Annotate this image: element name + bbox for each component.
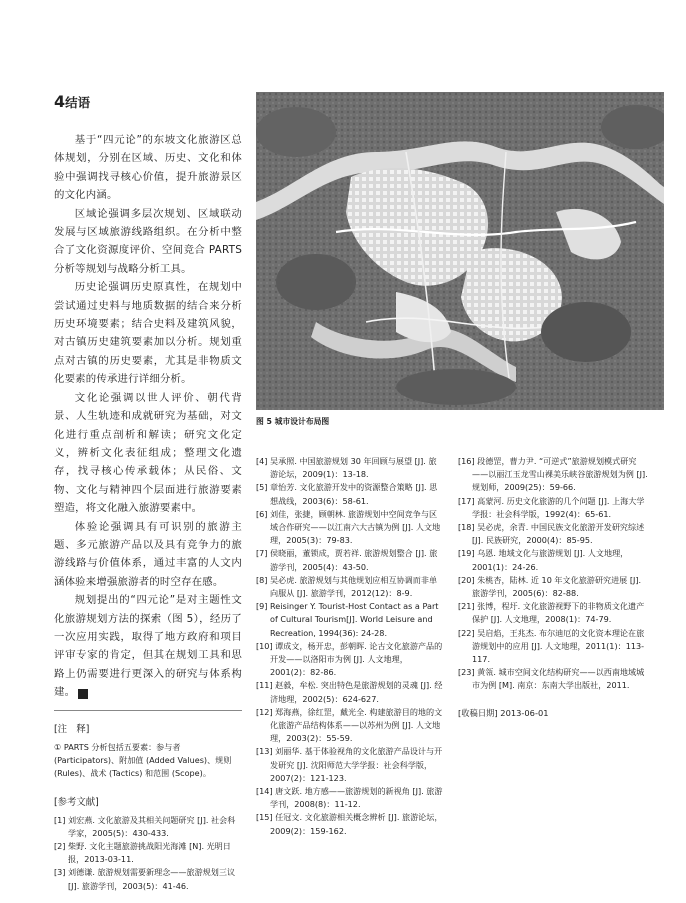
- site-plan-image: [256, 92, 664, 410]
- paragraph-1: 基于“四元论”的东坡文化旅游区总体规划，分别在区域、历史、文化和体验中强调找寻核心价值，提升旅游景区的文化内涵。: [54, 134, 242, 202]
- reference-item: [16] 段德罡，曹力尹. “可逆式”旅游规划模式研究——以丽江玉龙雪山裸美乐峡谷旅游规划为例 [J]. 规划师，2009(25)：59-66.: [458, 456, 648, 493]
- section-title: [54, 92, 242, 111]
- divider: [54, 710, 242, 711]
- received-date: [收稿日期] 2013-06-01: [458, 707, 549, 718]
- paragraph-6-text: 规划提出的“四元论”是对主题性文化旅游规划方法的探索（图 5），经历了一次应用实践，取得了地方政府和项目评审专家的肯定，但其在规划工具和思路上仍需要进行更深入的研究与体系构建。: [54, 594, 242, 699]
- paragraph-5: 体验论强调具有可识别的旅游主题、多元旅游产品以及具有竞争力的旅游线路与价值体系，通过丰富的人文内涵体验来增强旅游者的时空存在感。: [54, 520, 242, 588]
- note-item: ① PARTS 分析包括五要素：参与者 (Participators)、附加值 (Added Values)、规则 (Rules)、战术 (Tactics) 和范围 (Scope)。: [54, 741, 232, 778]
- reference-item: [20] 朱桃杏，陆林. 近 10 年文化旅游研究进展 [J]. 旅游学刊，2005(6)：82-88.: [458, 574, 642, 599]
- reference-item: [15] 任冠文. 文化旅游相关概念辨析 [J]. 旅游论坛，2009(2)：159-162.: [256, 812, 443, 836]
- reference-item: [8] 吴必虎. 旅游规划与其他规划应相互协调而非单向服从 [J]. 旅游学刊，2012(12)：8-9.: [256, 574, 438, 599]
- reference-item: [23] 黄瓴. 城市空间文化结构研究——以西南地域城市为例 [M]. 南京：东南大学出版社，2011.: [458, 667, 645, 691]
- reference-item: [6] 刘佳，张捷，顾朝林. 旅游规划中空间竞争与区域合作研究——以江南六大古镇为例 [J]. 人文地理，2005(3)：79-83.: [256, 508, 441, 546]
- references-heading: [参考文献]: [54, 796, 99, 808]
- reference-item: [18] 吴必虎，余青. 中国民族文化旅游开发研究综述 [J]. 民族研究，2000(4)：85-95.: [458, 522, 645, 546]
- section-number: 4: [54, 92, 66, 111]
- reference-item: [3] 刘德谦. 旅游规划需要新理念——旅游规划三议 [J]. 旅游学刊，2003(5)：41-46.: [54, 867, 236, 891]
- reference-item: [19] 乌恩. 地域文化与旅游规划 [J]. 人文地理，2001(1)：24-26.: [458, 548, 629, 572]
- figure-caption: 图 5 城市设计布局图: [256, 417, 330, 426]
- end-mark-icon: D: [78, 689, 88, 699]
- right-column: [458, 455, 648, 719]
- reference-item: [17] 高蒙河. 历史文化旅游的几个问题 [J]. 上海大学学报：社会科学版，1992(4)：65-61.: [458, 495, 645, 519]
- reference-item: [2] 柴野. 文化主题旅游挑战阳光海滩 [N]. 光明日报，2013-03-11.: [54, 841, 231, 865]
- reference-item: [5] 章怡芳. 文化旅游开发中的资源整合策略 [J]. 思想战线，2003(6)：58-61.: [256, 482, 438, 506]
- paragraph-2: 区域论强调多层次规划、区域联动发展与区域旅游线路组织。在分析中整合了文化资源度评价、空间竞合 PARTS 分析等规划与战略分析工具。: [54, 207, 242, 275]
- reference-item: [9] Reisinger Y. Tourist-Host Contact as a Part of Cultural Tourism[J]. World Leisure and Recreation, 1994(36): 24-28.: [256, 601, 439, 638]
- reference-item: [11] 赵毅，牟松. 突出特色是旅游规划的灵魂 [J]. 经济地理，2002(5)：624-627.: [256, 680, 443, 704]
- reference-item: [4] 吴承照. 中国旅游规划 30 年回顾与展望 [J]. 旅游论坛，2009(1)：13-18.: [256, 456, 437, 480]
- reference-item: [13] 刘丽华. 基于体验视角的文化旅游产品设计与开发研究 [J]. 沈阳师范大学学报：社会科学版，2007(2)：121-123.: [256, 746, 443, 783]
- left-column: [54, 92, 242, 893]
- reference-item: [10] 谭成文，杨开忠，彭朝晖. 论古文化旅游产品的开发——以洛阳市为例 [J]. 人文地理，2001(2)：82-86.: [256, 640, 443, 678]
- reference-item: [14] 唐文跃. 地方感——旅游规划的新视角 [J]. 旅游学刊，2008(8)：11-12.: [256, 786, 443, 810]
- city-design-layout-figure: [256, 92, 664, 410]
- section-heading: 结语: [65, 95, 91, 110]
- reference-item: [21] 张博，程圩. 文化旅游视野下的非物质文化遗产保护 [J]. 人文地理，2008(1)：74-79.: [458, 601, 645, 625]
- reference-item: [7] 侯晓丽，董锁成，贾若祥. 旅游规划整合 [J]. 旅游学刊，2005(4)：43-50.: [256, 548, 438, 572]
- paragraph-3: 历史论强调历史原真性，在规划中尝试通过史料与地质数据的结合来分析历史环境要素；结合史料及建筑风貌，对古镇历史建筑要素加以分析。规划重点对古镇的历史要素，尤其是非物质文化要素的传承进行详细分析。: [54, 281, 242, 386]
- reference-item: [12] 郑海燕，徐红罡，戴光全. 构建旅游目的地的文化旅游产品结构体系——以苏州为例 [J]. 人文地理，2003(2)：55-59.: [256, 706, 443, 744]
- middle-column: [256, 455, 444, 838]
- reference-item: [1] 刘宏燕. 文化旅游及其相关问题研究 [J]. 社会科学家，2005(5)：430-433.: [54, 814, 236, 838]
- paragraph-6: [54, 591, 242, 701]
- paragraph-4: 文化论强调以世人评价、朝代背景、人生轨迹和成就研究为基础，对文化进行重点剖析和解读；研究文化定义，辨析文化表征组成；整理文化遗存，找寻核心传承载体；从民俗、文物、文化与精神四个层面进行旅游要素塑造，将文化融入旅游要素中。: [54, 391, 242, 515]
- reference-item: [22] 吴启焰，王兆杰. 布尔迪厄的文化资本理论在旅游规划中的应用 [J]. 人文地理，2011(1)：113-117.: [458, 627, 645, 665]
- notes-heading: [注 释]: [54, 723, 90, 735]
